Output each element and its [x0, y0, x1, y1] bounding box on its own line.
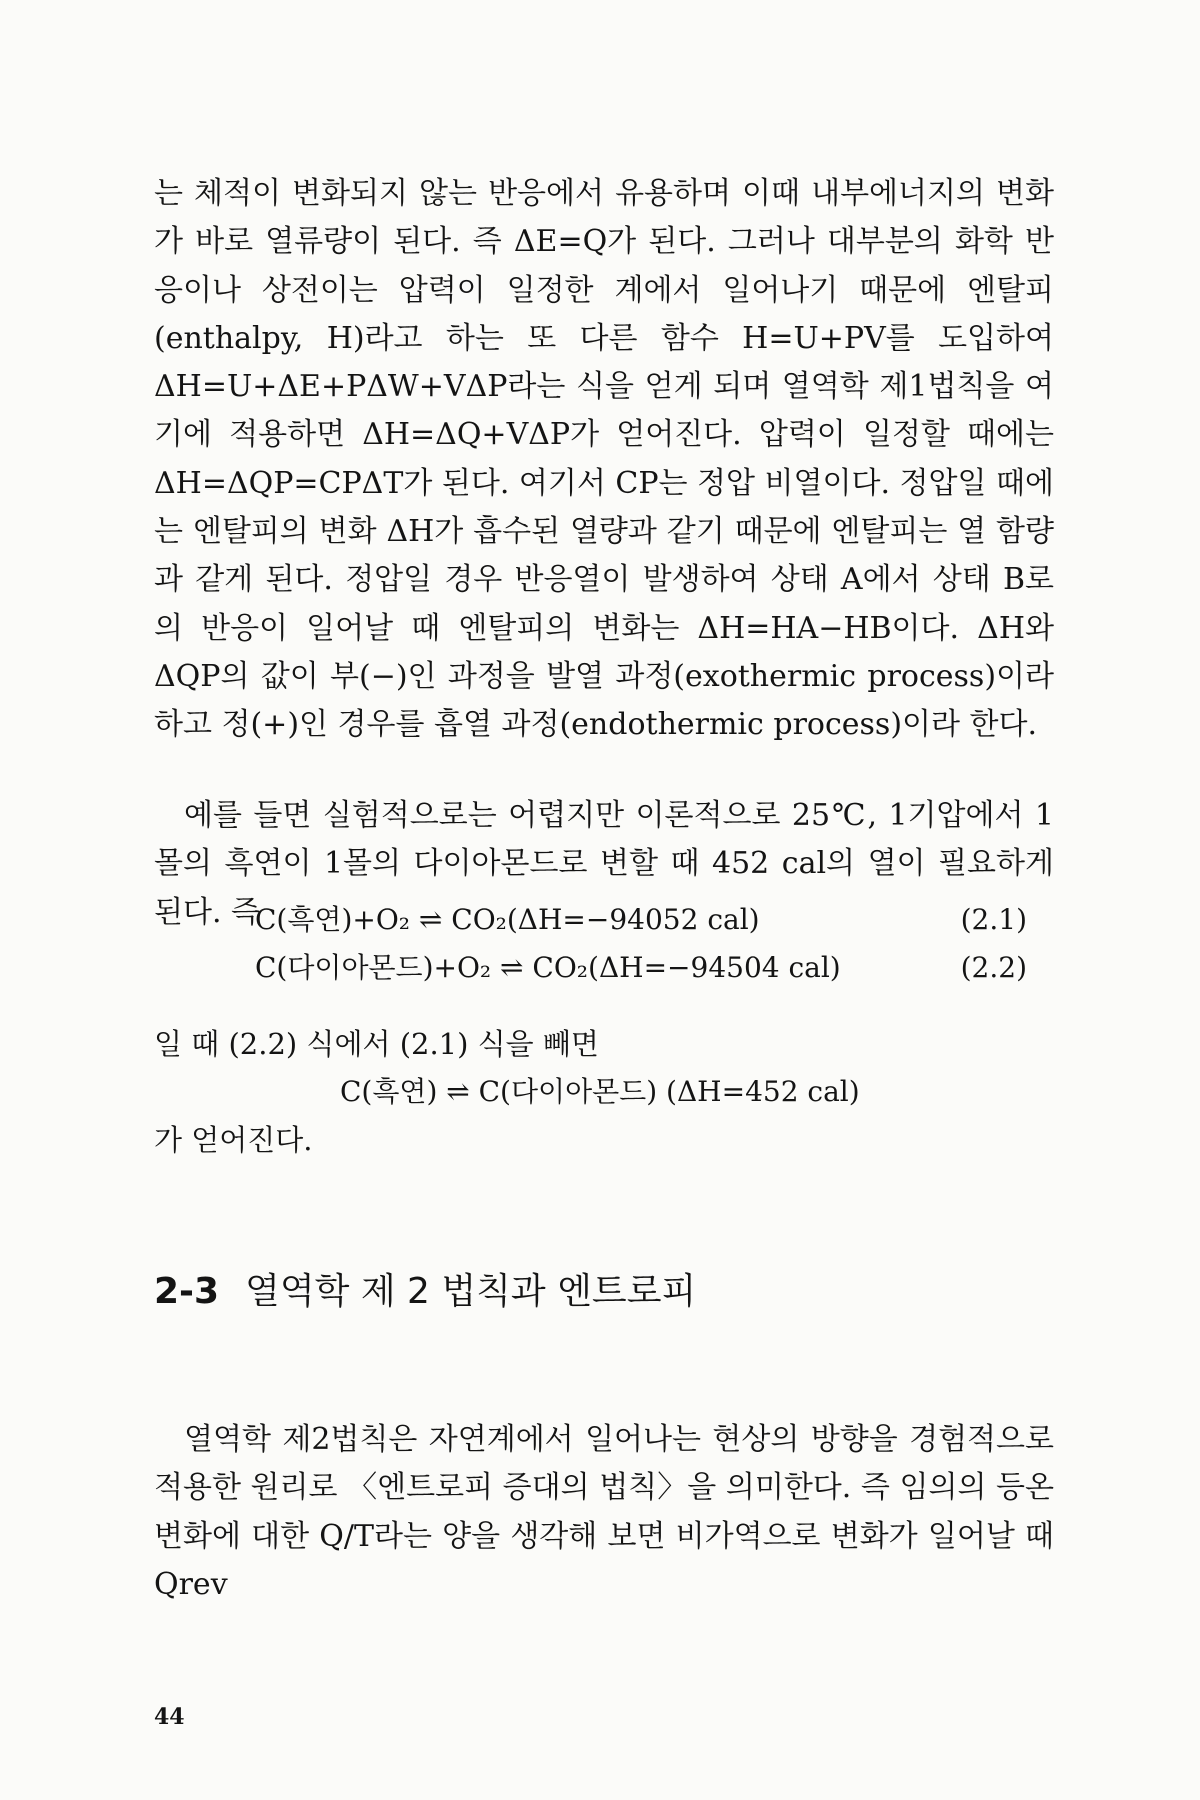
section-number: 2-3: [154, 1271, 220, 1312]
page-number: 44: [154, 1704, 185, 1730]
equation-number: (2.1): [960, 903, 1027, 936]
equation-expression: C(다이아몬드)+O₂ ⇌ CO₂(ΔH=−94504 cal): [255, 951, 841, 984]
equation-graphite-to-diamond: C(흑연) ⇌ C(다이아몬드) (ΔH=452 cal): [340, 1075, 860, 1108]
paragraph-graphite-diamond: 예를 들면 실험적으로는 어렵지만 이론적으로 25℃, 1기압에서 1몰의 흑연이 1몰의 다이아몬드로 변할 때 452 cal의 열이 필요하게 된다. 즉: [154, 798, 1054, 930]
section-title: 열역학 제 2 법칙과 엔트로피: [245, 1271, 697, 1312]
equation-expression: C(흑연)+O₂ ⇌ CO₂(ΔH=−94052 cal): [255, 903, 760, 936]
result-text: 가 얻어진다.: [154, 1123, 313, 1157]
equation-number: (2.2): [960, 951, 1027, 984]
paragraph-enthalpy: 는 체적이 변화되지 않는 반응에서 유용하며 이때 내부에너지의 변화가 바로 열류량이 된다. 즉 ΔE=Q가 된다. 그러나 대부분의 화학 반응이나 상전이는 압력이 일정한 계에서 일어나기 때문에 엔탈피(enthalpy, H)라고 하는 또 다른 함수 H=U+PV를 도입하여 ΔH=U+ΔE+PΔW+VΔP라는 식을 얻게 되며 열역학 제1법칙을 여기에 적용하면 ΔH=ΔQ+VΔP가 얻어진다. 압력이 일정할 때에는 ΔH=ΔQP=CPΔT가 된다. 여기서 CP는 정압 비열이다. 정압일 때에는 엔탈피의 변화 ΔH가 흡수된 열량과 같기 때문에 엔탈피는 열 함량과 같게 된다. 정압일 경우 반응열이 발생하여 상태 A에서 상태 B로의 반응이 일어날 때 엔탈피의 변화는 ΔH=HA−HB이다. ΔH와 ΔQP의 값이 부(−)인 과정을 발열 과정(exothermic process)이라 하고 정(+)인 경우를 흡열 과정(endothermic process)이라 한다.: [154, 176, 1054, 743]
subtraction-text: 일 때 (2.2) 식에서 (2.1) 식을 빼면: [154, 1027, 599, 1061]
paragraph-second-law: 열역학 제2법칙은 자연계에서 일어나는 현상의 방향을 경험적으로 적용한 원리로 〈엔트로피 증대의 법칙〉을 의미한다. 즉 임의의 등온 변화에 대한 Q/T라는 양을 생각해 보면 비가역으로 변화가 일어날 때 Qrev: [154, 1422, 1054, 1602]
equation-2-1: [255, 900, 1027, 940]
equation-2-2: [255, 948, 1027, 988]
section-heading: [154, 1268, 696, 1316]
